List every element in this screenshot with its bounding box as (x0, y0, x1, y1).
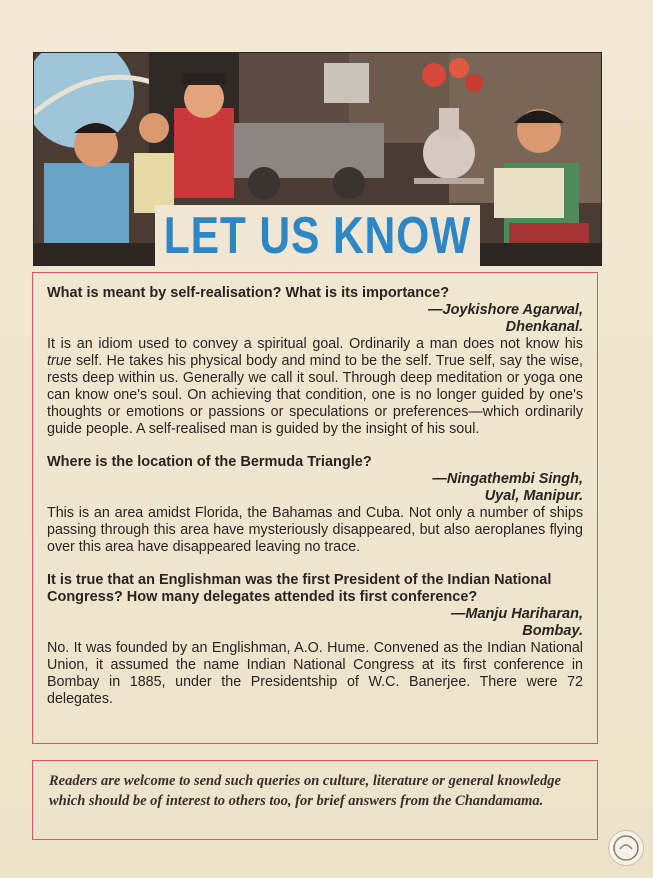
chandamama-logo-icon (608, 830, 644, 866)
asker-name: —Joykishore Agarwal, (428, 302, 583, 318)
answer-emphasis: true (47, 353, 72, 369)
answer-text: This is an area amidst Florida, the Bahamas and Cuba. Not only a number of ships passing through this area have mysteriously disappeared, but also aeroplanes flying over this area have disappeared leaving no trace. (47, 505, 583, 555)
reader-note: Readers are welcome to send such queries on culture, literature or general knowledge which should be of interest to others too, for brief answers from the Chandamama. (49, 773, 561, 809)
answer-part: self. He takes his physical body and mind to be the self. True self, say the wise, rests deep within us. Generally we call it soul. Through deep meditation or yoga one can know one's soul. On achieving that condition, one is no longer guided by one's thoughts or emotions or passions or speculations or preferences—which ordinarily guide people. A self-realised man is guided by the insight of his soul. (47, 353, 583, 437)
asker-name: —Ningathembi Singh, (432, 471, 583, 487)
question-text: Where is the location of the Bermuda Triangle? (47, 454, 372, 470)
section-title-box (155, 205, 480, 267)
qa-section (32, 272, 598, 744)
asker-place: Dhenkanal. (505, 319, 583, 335)
section-title: LET US KNOW (163, 207, 472, 265)
asker-name: —Manju Hariharan, (450, 606, 583, 622)
answer-part: It is an idiom used to convey a spiritual goal. Ordinarily a man does not know his (47, 336, 583, 352)
qa-item (47, 454, 583, 556)
asker-place: Uyal, Manipur. (484, 488, 583, 504)
reader-note-box (32, 760, 598, 840)
qa-item (47, 572, 583, 708)
asker-place: Bombay. (522, 623, 583, 639)
qa-item (47, 285, 583, 438)
question-text: It is true that an Englishman was the first President of the Indian National Congress? How many delegates attended its first conference? (47, 572, 552, 605)
answer-text (47, 336, 583, 438)
answer-text: No. It was founded by an Englishman, A.O. Hume. Convened as the Indian National Union, it assumed the name Indian National Congress at its first conference in Bombay in 1885, under the Presidentship of W.C. Banerjee. There were 72 delegates. (47, 640, 583, 707)
question-text: What is meant by self-realisation? What is its importance? (47, 285, 450, 301)
